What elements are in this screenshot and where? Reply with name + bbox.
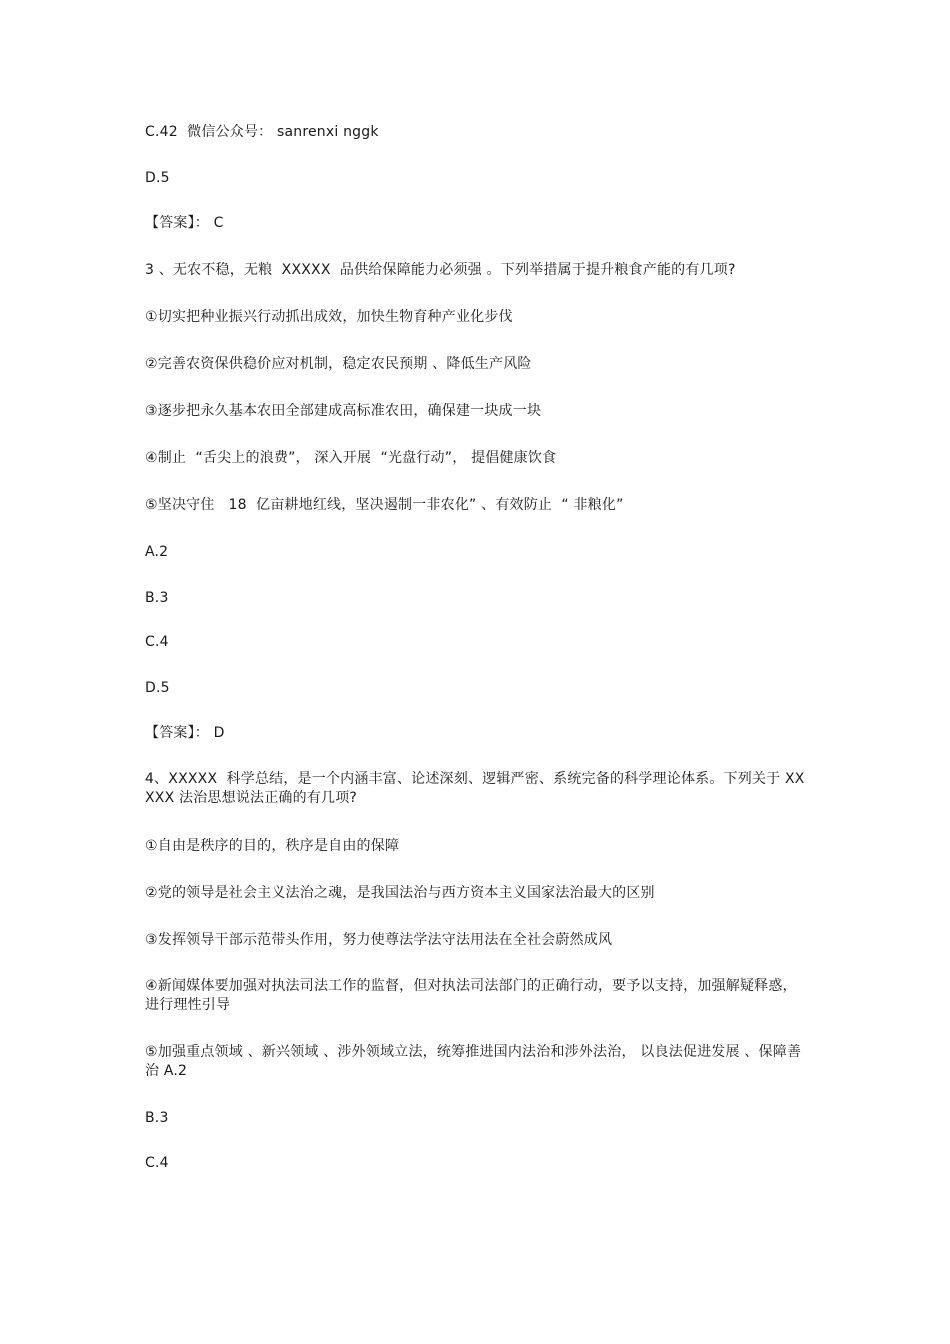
option-a-q3: A.2 [145,544,169,560]
option-c-q4: C.4 [145,1155,169,1171]
q3-item-2: ②完善农资保供稳价应对机制，稳定农民预期 、降低生产风险 [145,356,532,372]
question-3-stem: 3 、无农不稳，无粮 XXXXX 品供给保障能力必须强 。下列举措属于提升粮食产能的有几项? [145,262,736,278]
option-b-q3: B.3 [145,590,169,606]
q4-item-4: ④新闻媒体要加强对执法司法工作的监督，但对执法司法部门的正确行动，要予以支持，加强解疑释惑，进行理性引导 [145,978,797,1013]
option-b-q4: B.3 [145,1110,169,1126]
q3-item-3: ③逐步把永久基本农田全部建成高标准农田，确保建一块成一块 [145,403,542,419]
q3-item-5: ⑤坚决守住 18 亿亩耕地红线，坚决遏制一非农化” 、有效防止 “ 非粮化” [145,497,624,513]
q4-item-2: ②党的领导是社会主义法治之魂，是我国法治与西方资本主义国家法治最大的区别 [145,885,655,901]
option-c-q2: C.42 微信公众号： sanrenxi nggk [145,124,379,140]
q4-item-5: ⑤加强重点领域 、新兴领域 、涉外领域立法，统筹推进国内法治和涉外法治， 以良法促进发展 、保障善治 A.2 [145,1044,802,1079]
option-d-q3: D.5 [145,680,170,696]
q3-item-4: ④制止 “舌尖上的浪费”， 深入开展 “光盘行动”， 提倡健康饮食 [145,450,557,466]
option-d-q2: D.5 [145,170,170,186]
answer-q3: 【答案】： D [145,725,225,741]
q4-item-3: ③发挥领导干部示范带头作用，努力使尊法学法守法用法在全社会蔚然成风 [145,932,613,948]
option-c-q3: C.4 [145,634,169,650]
q4-item-1: ①自由是秩序的目的，秩序是自由的保障 [145,838,400,854]
answer-q2: 【答案】： C [145,215,224,231]
question-4-stem: 4、XXXXX 科学总结，是一个内涵丰富、论述深刻、逻辑严密、系统完备的科学理论体系。下列关于 XXXXX 法治思想说法正确的有几项? [145,771,805,806]
q3-item-1: ①切实把种业振兴行动抓出成效，加快生物育种产业化步伐 [145,309,513,325]
